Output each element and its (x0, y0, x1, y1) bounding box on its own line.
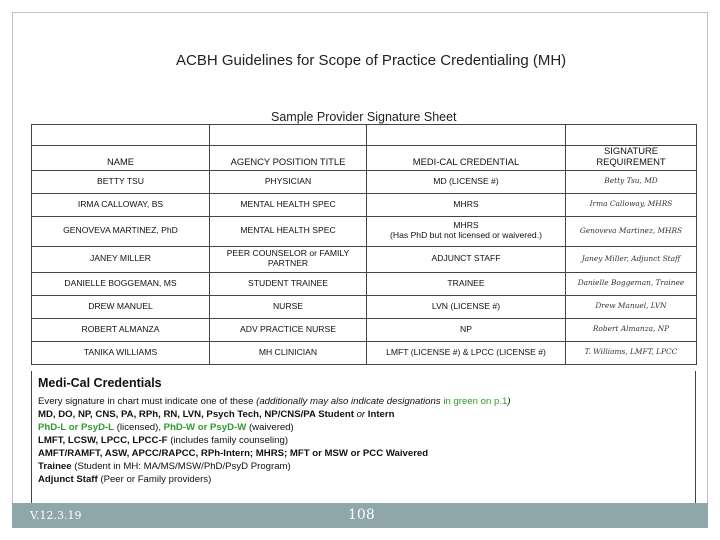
cell-credential: LMFT (LICENSE #) & LPCC (LICENSE #) (367, 341, 566, 364)
line2-green: PhD-L or PsyD-L (38, 422, 115, 433)
cell-signature: Betty Tsu, MD (566, 170, 697, 193)
credentials-intro (38, 395, 689, 408)
header-credential: MEDI-CAL CREDENTIAL (367, 146, 566, 171)
credentials-line-5 (38, 460, 689, 473)
cell-title: ADV PRACTICE NURSE (210, 318, 367, 341)
table-row (32, 341, 697, 364)
credential-value: MHRS (453, 220, 479, 231)
cell-title: MH CLINICIAN (210, 341, 367, 364)
cell-signature: Drew Manuel, LVN (566, 295, 697, 318)
cell-signature: Irma Calloway, MHRS (566, 193, 697, 216)
table-row (32, 216, 697, 246)
footer-page-number: 108 (348, 507, 375, 523)
intro-green: in green on p.1 (443, 396, 508, 407)
line1-or: or (356, 409, 366, 420)
credentials-line-2 (38, 421, 689, 434)
line2-end: (waivered) (248, 422, 294, 433)
line5-bold: Trainee (38, 461, 72, 472)
credentials-heading: Medi-Cal Credentials (38, 376, 162, 390)
table-row (32, 272, 697, 295)
cell-credential (367, 216, 566, 246)
cell-credential: MHRS (367, 193, 566, 216)
credentials-line-6 (38, 473, 689, 486)
cell-title: STUDENT TRAINEE (210, 272, 367, 295)
line6-bold: Adjunct Staff (38, 474, 98, 485)
table-row (32, 295, 697, 318)
cell-title: PHYSICIAN (210, 170, 367, 193)
credential-note: (Has PhD but not licensed or waivered.) (390, 230, 542, 241)
cell-name: ROBERT ALMANZA (32, 318, 210, 341)
cell-name: DANIELLE BOGGEMAN, MS (32, 272, 210, 295)
line6-rest: (Peer or Family providers) (100, 474, 212, 485)
cell-title: NURSE (210, 295, 367, 318)
cell-credential: TRAINEE (367, 272, 566, 295)
header-signature: SIGNATURE REQUIREMENT (566, 146, 697, 171)
cell-signature: Robert Almanza, NP (566, 318, 697, 341)
line3-rest: (includes family counseling) (170, 435, 289, 446)
cell-title: MENTAL HEALTH SPEC (210, 193, 367, 216)
signature-table (31, 124, 697, 365)
table-row (32, 318, 697, 341)
cell-credential: ADJUNCT STAFF (367, 246, 566, 272)
intro-italic: (additionally may also indicate designations (256, 396, 441, 407)
document-subtitle: Sample Provider Signature Sheet (271, 110, 457, 124)
cell-credential: MD (LICENSE #) (367, 170, 566, 193)
cell-name: DREW MANUEL (32, 295, 210, 318)
line2-rest: (licensed), (116, 422, 161, 433)
table-row (32, 193, 697, 216)
line4-text: AMFT/RAMFT, ASW, APCC/RAPCC, RPh-Intern; MHRS; MFT or MSW or PCC Waivered (38, 448, 429, 459)
credentials-box (31, 371, 696, 521)
table-row (32, 246, 697, 272)
line3-bold: LMFT, LCSW, LPCC, LPCC-F (38, 435, 168, 446)
cell-name: IRMA CALLOWAY, BS (32, 193, 210, 216)
cell-title: MENTAL HEALTH SPEC (210, 216, 367, 246)
cell-name: BETTY TSU (32, 170, 210, 193)
intro-text: Every signature in chart must indicate one of these (38, 396, 254, 407)
credentials-line-1 (38, 408, 689, 421)
line1-end: Intern (367, 409, 395, 420)
line1-text: MD, DO, NP, CNS, PA, RPh, RN, LVN, Psych Tech, NP/CNS/PA Student (38, 409, 354, 420)
cell-signature: Danielle Boggeman, Trainee (566, 272, 697, 295)
table-spacer-row (32, 125, 697, 146)
cell-name: TANIKA WILLIAMS (32, 341, 210, 364)
cell-signature: T. Williams, LMFT, LPCC (566, 341, 697, 364)
cell-name: GENOVEVA MARTINEZ, PhD (32, 216, 210, 246)
cell-signature: Genoveva Martinez, MHRS (566, 216, 697, 246)
line5-rest: (Student in MH: MA/MS/MSW/PhD/PsyD Program) (74, 461, 291, 472)
document-title: ACBH Guidelines for Scope of Practice Credentialing (MH) (176, 52, 567, 69)
cell-title: PEER COUNSELOR or FAMILY PARTNER (210, 246, 367, 272)
table-row (32, 170, 697, 193)
table-header-row (32, 146, 697, 171)
header-position-title: AGENCY POSITION TITLE (210, 146, 367, 171)
cell-credential: LVN (LICENSE #) (367, 295, 566, 318)
credentials-line-4 (38, 447, 689, 460)
intro-close: ) (507, 396, 511, 407)
cell-credential: NP (367, 318, 566, 341)
cell-name: JANEY MILLER (32, 246, 210, 272)
cell-signature: Janey Miller, Adjunct Staff (566, 246, 697, 272)
header-name: NAME (32, 146, 210, 171)
footer-version: V.12.3.19 (30, 509, 82, 522)
credentials-line-3 (38, 434, 689, 447)
line2-green2: PhD-W or PsyD-W (163, 422, 247, 433)
